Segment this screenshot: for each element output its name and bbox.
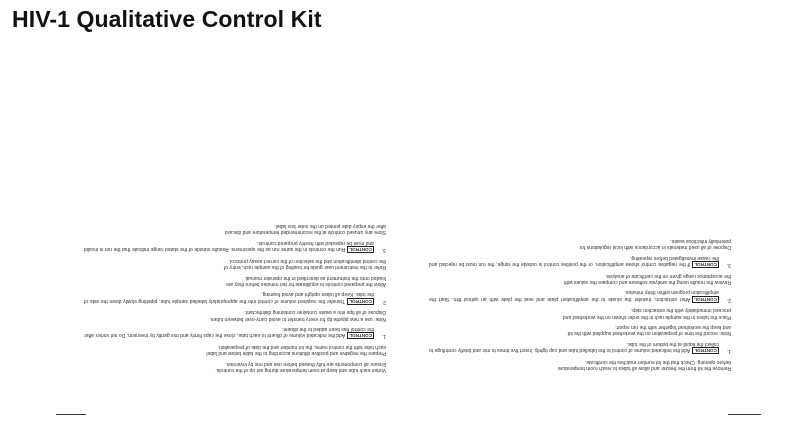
procedure-step [78, 291, 386, 305]
procedure-step [78, 240, 386, 254]
paragraph-line: Allow the prepared controls to equilibrate for ten minutes before they are [225, 280, 386, 287]
paragraph-line: Remove the kit from the freezer and allow all tubes to reach room temperature [557, 365, 731, 371]
instruction-paragraph [425, 238, 731, 251]
paragraph-line: Note: record the time of preparation on the worksheet supplied with the kit [567, 330, 731, 337]
paragraph-line: each tube with the control name, the lot number and the date of preparation. [217, 343, 386, 350]
paragraph-line: Dispose of all used materials in accordance with local regulations for [579, 244, 731, 251]
procedure-step [425, 340, 731, 354]
control-label-box: CONTROL [349, 298, 372, 304]
step-body [429, 340, 719, 354]
paragraph-line: Review the results using the analysis software and compare the values with [563, 278, 731, 285]
control-label-box: CONTROL [694, 262, 717, 268]
paragraph-line: Ensure all components are fully thawed before use and mix by inversion. [225, 360, 386, 367]
instruction-paragraph [425, 307, 731, 320]
instruction-paragraph [78, 309, 386, 322]
step-number: 2. [726, 296, 731, 303]
step-text: Add the indicated volume of diluent to each tube, close the caps firmly and mix gently by inversion. Do not vortex after the control has been added to the diluent. [84, 325, 374, 339]
control-label-box: CONTROL [349, 333, 372, 339]
paragraph-line: Note: use a new pipette tip for every transfer to avoid carry-over between tubes. [209, 315, 386, 322]
rotated-page-right [425, 87, 731, 371]
instruction-paragraph [425, 358, 731, 371]
paragraph-line: the acceptance range given on the certificate of analysis. [605, 272, 731, 279]
paragraph-line: the control identification and the selection of the correct assay protocol. [228, 257, 386, 264]
footer-rule-right [728, 414, 761, 415]
paragraph-line: Vortex each tube and keep at room temperature during set up of the controls. [215, 367, 386, 373]
paragraph-line: and keep the worksheet together with the run report. [615, 323, 731, 330]
rotated-page-left [78, 73, 386, 373]
paragraph-line: potentially infectious waste. [670, 237, 731, 244]
paragraph-line: Prepare the negative and positive dilutions according to the table below and label [206, 350, 386, 357]
page-title: HIV-1 Qualitative Control Kit [12, 6, 322, 32]
control-label-box: CONTROL [694, 348, 717, 354]
paragraph-line: Place the tubes in the sample rack in the order shown on the worksheet and [562, 313, 731, 320]
step-body [84, 326, 374, 340]
step-number: 1. [381, 333, 386, 340]
step-text: After extraction, transfer the eluate to the amplification plate and seal the plate with an optical film. Start the amplification program within thirty minutes. [429, 289, 719, 302]
step-number: 3. [726, 262, 731, 269]
instruction-paragraph [425, 272, 731, 285]
step-text: Run the controls in the same run as the specimens. Results outside of the stated range indicate that the run is invalid and must be repeated with freshly prepared controls. [84, 239, 374, 253]
instruction-paragraph [78, 343, 386, 356]
paragraph-line: loaded onto the instrument as described in the operator manual. [244, 274, 386, 281]
step-text: If the negative control shows amplification, or the positive control is outside the range, the run must be rejected and the cause investigated before repeating. [429, 254, 719, 268]
instruction-paragraph [78, 223, 386, 236]
step-text: Transfer the required volume of control into the appropriately labelled sample tube, pipetting slowly down the side of the tube. Keep all tubes upright and avoid foaming. [84, 291, 374, 304]
step-body [429, 289, 719, 303]
paragraph-line: proceed immediately with the extraction step. [630, 307, 731, 314]
step-number: 3. [381, 247, 386, 254]
paragraph-line: Store any unused controls at the recommended temperature and discard [225, 229, 386, 236]
step-body [84, 291, 374, 305]
instruction-paragraph [78, 257, 386, 270]
step-body [429, 254, 719, 268]
step-body [84, 240, 374, 254]
paragraph-line: before opening. Check that the lot number matches the certificate. [584, 358, 731, 365]
instruction-paragraph [78, 360, 386, 373]
instruction-paragraph [425, 324, 731, 337]
footer-rule-left [56, 414, 86, 415]
control-label-box: CONTROL [694, 296, 717, 302]
step-text: Add the indicated volume of control to the labelled tube and cap tightly. Invert five times to mix and briefly centrifuge to collect the liquid at the bottom of the tube. [429, 340, 719, 354]
control-label-box: CONTROL [349, 247, 372, 253]
procedure-step [425, 254, 731, 268]
step-number: 1. [726, 348, 731, 355]
paragraph-line: after the expiry date printed on the outer box label. [274, 223, 386, 230]
procedure-step [78, 326, 386, 340]
procedure-step [425, 289, 731, 303]
paragraph-line: Dispose of all tips into a waste container containing disinfectant. [244, 309, 386, 316]
step-number: 2. [381, 298, 386, 305]
paragraph-line: Refer to the instrument user guide for loading of the sample rack, entry of [223, 264, 386, 271]
instruction-paragraph [78, 274, 386, 287]
